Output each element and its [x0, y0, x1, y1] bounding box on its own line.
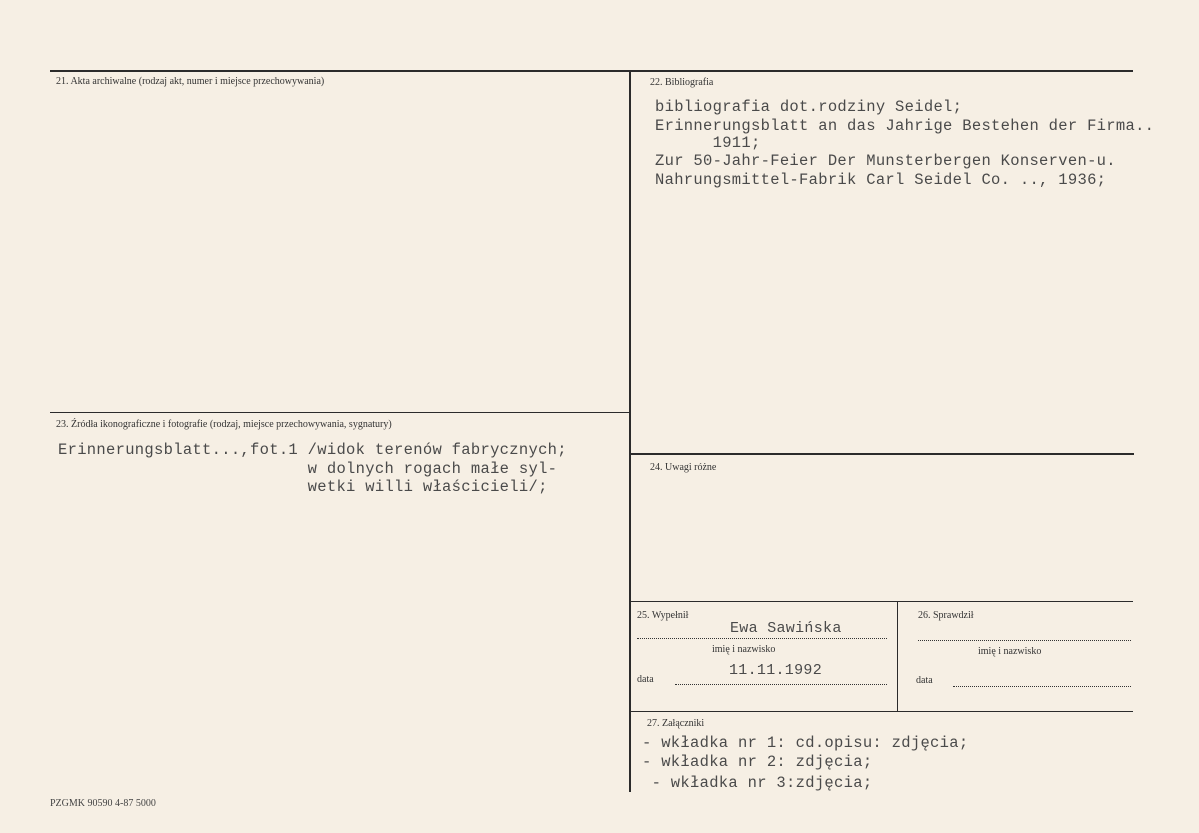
iconography-line-1: Erinnerungsblatt...,fot.1 /widok terenów fabrycznych;: [58, 441, 567, 459]
filled-by-name-caption: imię i nazwisko: [712, 644, 776, 655]
checked-by-date-label: data: [916, 675, 933, 686]
right-section-rule-25: [630, 601, 1133, 602]
section-24-label: 24. Uwagi różne: [650, 462, 717, 473]
bibliography-line-1: bibliografia dot.rodziny Seidel;: [655, 98, 963, 116]
print-code: PZGMK 90590 4-87 5000: [50, 798, 156, 809]
section-27-label: 27. Załączniki: [647, 718, 705, 729]
checked-by-date-line: [953, 686, 1131, 687]
divider-25-26: [897, 601, 898, 711]
bibliography-line-2: Erinnerungsblatt an das Jahrige Bestehen der Firma..: [655, 117, 1155, 135]
bibliography-line-4: Zur 50-Jahr-Feier Der Munsterbergen Konserven-u.: [655, 152, 1116, 170]
section-23-label: 23. Źródła ikonograficzne i fotografie (rodzaj, miejsce przechowywania, sygnatury): [56, 419, 392, 430]
right-section-rule-27: [630, 711, 1133, 712]
center-divider: [629, 70, 631, 792]
attachment-line-3: - wkładka nr 3:zdjęcia;: [642, 774, 873, 792]
left-section-rule: [50, 412, 630, 413]
bibliography-line-5: Nahrungsmittel-Fabrik Carl Seidel Co. .., 1936;: [655, 171, 1107, 189]
checked-by-name-line: [918, 640, 1131, 641]
filled-by-name: Ewa Sawińska: [730, 620, 842, 637]
checked-by-name-caption: imię i nazwisko: [978, 646, 1042, 657]
section-26-label: 26. Sprawdził: [918, 610, 974, 621]
section-21-label: 21. Akta archiwalne (rodzaj akt, numer i miejsce przechowywania): [56, 76, 325, 87]
filled-by-date-label: data: [637, 674, 654, 685]
filled-by-name-line: [637, 638, 887, 639]
attachment-line-1: - wkładka nr 1: cd.opisu: zdjęcia;: [642, 734, 969, 752]
right-section-rule-24: [630, 453, 1134, 455]
iconography-line-3: wetki willi właścicieli/;: [58, 478, 548, 496]
top-rule: [50, 70, 1133, 72]
iconography-line-2: w dolnych rogach małe syl-: [58, 460, 558, 478]
section-22-label: 22. Bibliografia: [650, 77, 714, 88]
bibliography-line-3: 1911;: [655, 134, 761, 152]
section-25-label: 25. Wypełnił: [637, 610, 689, 621]
filled-by-date-line: [675, 684, 887, 685]
filled-by-date: 11.11.1992: [729, 662, 823, 679]
attachment-line-2: - wkładka nr 2: zdjęcia;: [642, 753, 873, 771]
